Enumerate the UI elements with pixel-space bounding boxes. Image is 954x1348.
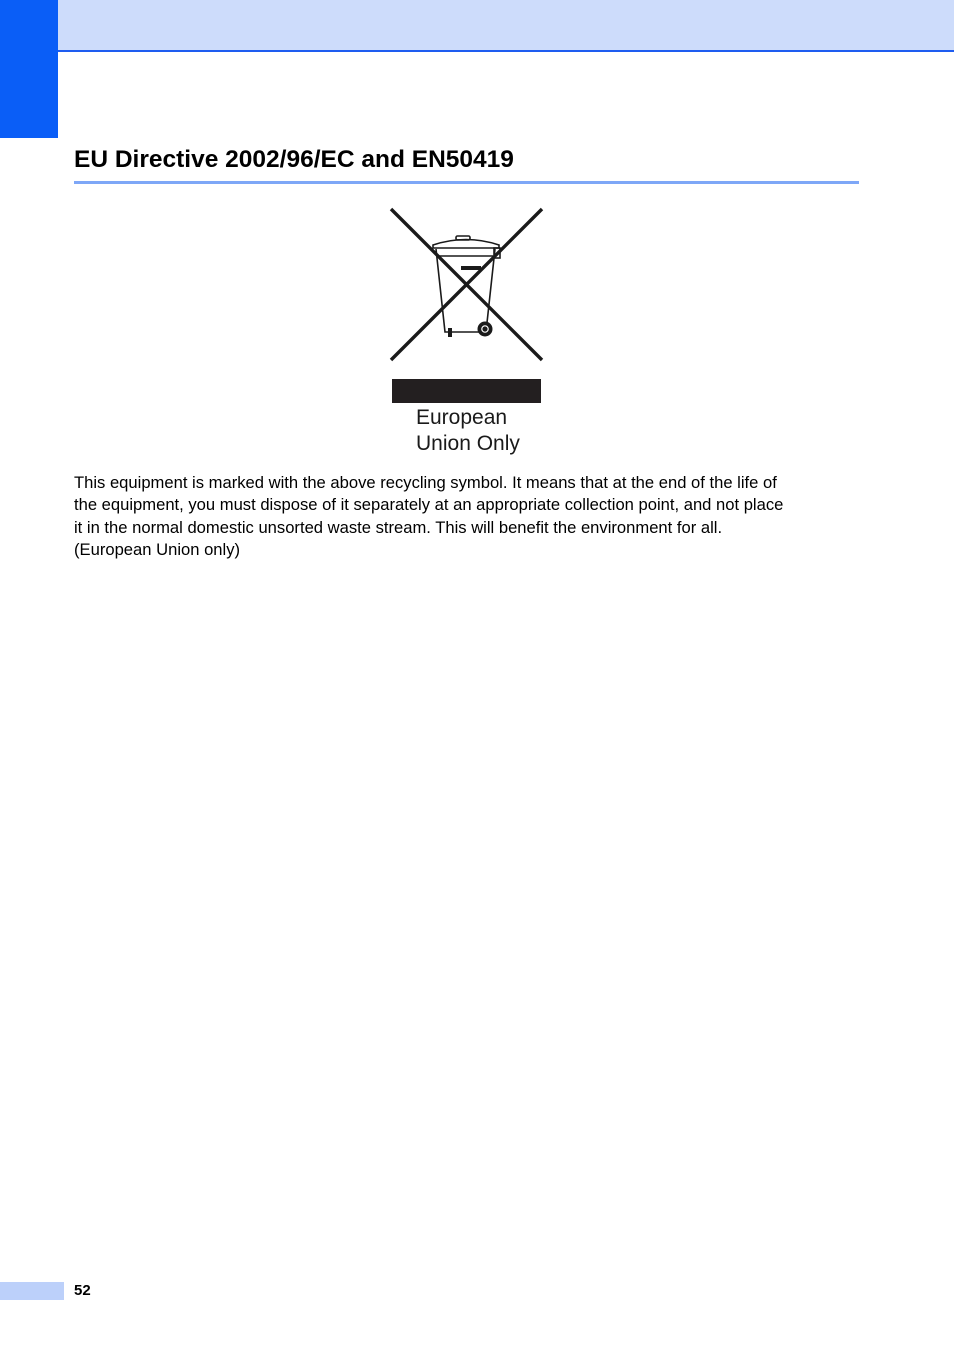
body-line: This equipment is marked with the above recycling symbol. It means that at the end of the life of — [74, 473, 777, 492]
crossed-out-wheelie-bin-icon — [386, 204, 546, 408]
symbol-caption-line: Union Only — [416, 432, 520, 455]
symbol-caption — [416, 405, 520, 457]
body-line: (European Union only) — [74, 540, 241, 560]
footer-tab — [0, 1282, 64, 1300]
body-paragraph — [74, 472, 864, 562]
title-underline — [74, 181, 859, 184]
page-number: 52 — [74, 1282, 91, 1299]
header-band — [0, 0, 954, 52]
chapter-side-tab — [0, 0, 58, 138]
body-line: it in the normal domestic unsorted waste stream. This will benefit the environment for all. — [74, 517, 723, 537]
body-line: the equipment, you must dispose of it separately at an appropriate collection point, and not place — [74, 495, 784, 515]
page-title: EU Directive 2002/96/EC and EN50419 — [74, 146, 514, 173]
symbol-caption-line: European — [416, 406, 508, 429]
